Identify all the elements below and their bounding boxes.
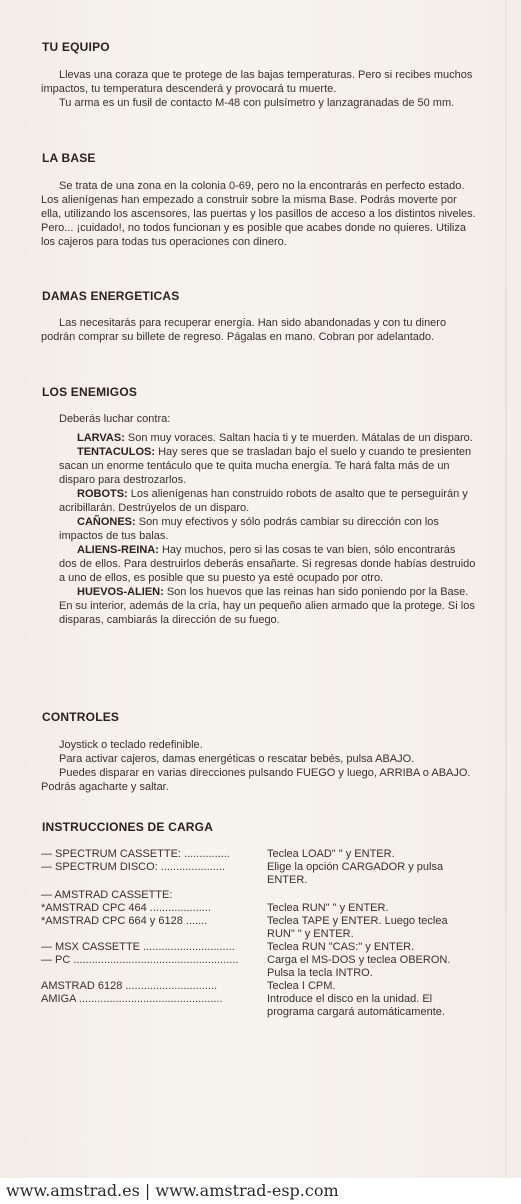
section-los-enemigos bbox=[41, 412, 476, 627]
enemy-description: Hay seres que se trasladan bajo el suelo y cuando te presienten sacan un enorme tentáculo que te quita mucha energía. Te hará falta más de un disparo para destrozarlos. bbox=[59, 446, 472, 486]
platform: — PC ...................................................... bbox=[41, 954, 239, 966]
instruction: Elige la opción CARGADOR y pulsa ENTER. bbox=[267, 861, 444, 886]
instruction: Teclea RUN "CAS:" y ENTER. bbox=[267, 941, 415, 953]
heading-instrucciones-carga: INSTRUCCIONES DE CARGA bbox=[42, 820, 214, 834]
list-item bbox=[41, 861, 481, 887]
enemy-canones bbox=[41, 515, 476, 543]
heading-tu-equipo: TU EQUIPO bbox=[42, 40, 110, 54]
footer-urls: www.amstrad.es | www.amstrad-esp.com bbox=[6, 1181, 339, 1200]
enemy-name: ROBOTS: bbox=[77, 488, 128, 500]
list-item bbox=[41, 941, 481, 954]
platform: — SPECTRUM CASSETTE: ............... bbox=[41, 848, 230, 860]
list-item bbox=[41, 902, 481, 915]
platform: — AMSTRAD CASSETTE: bbox=[41, 889, 173, 901]
enemy-description: Son los huevos que las reinas han sido poniendo por la Base. En su interior, además de la cría, hay un pequeño alien armado que la protege. Si los disparas, cambiarás la dirección de su fuego. bbox=[59, 586, 475, 626]
heading-damas-energeticas: DAMAS ENERGETICAS bbox=[42, 289, 180, 303]
instruction: Teclea LOAD" " y ENTER. bbox=[267, 848, 395, 860]
enemy-name: TENTACULOS: bbox=[77, 446, 156, 458]
instruction: Introduce el disco en la unidad. El programa cargará automáticamente. bbox=[267, 993, 445, 1018]
enemy-huevos-alien bbox=[41, 585, 476, 627]
enemy-description: Son muy efectivos y sólo podrás cambiar su dirección con los impactos de tus balas. bbox=[59, 516, 439, 542]
paragraph: Tu arma es un fusil de contacto M-48 con pulsímetro y lanzagranadas de 50 mm. bbox=[59, 97, 455, 109]
list-item bbox=[41, 954, 481, 980]
paragraph: Puedes disparar en varias direcciones pulsando FUEGO y luego, ARRIBA o ABAJO. Podrás agacharte y saltar. bbox=[41, 767, 471, 793]
platform: — SPECTRUM DISCO: ..................... bbox=[41, 861, 225, 873]
enemy-description: Hay muchos, pero si las cosas te van bien, sólo encontrarás dos de ellos. Para destruirlos deberás ensañarte. Si regresas donde habías destruido a uno de ellos, es posible que su puesto ya esté ocupado por otro. bbox=[59, 544, 476, 584]
instruction: Teclea I CPM. bbox=[267, 980, 336, 992]
enemy-name: HUEVOS-ALIEN: bbox=[77, 586, 164, 598]
enemy-tentaculos bbox=[41, 445, 476, 487]
list-item bbox=[41, 915, 481, 941]
heading-la-base: LA BASE bbox=[42, 151, 96, 165]
enemy-description: Son muy voraces. Saltan hacia ti y te muerden. Mátalas de un disparo. bbox=[124, 432, 473, 444]
list-item bbox=[41, 889, 481, 902]
list-item bbox=[41, 980, 481, 993]
platform: AMSTRAD 6128 .............................. bbox=[41, 980, 218, 992]
instruction: Teclea RUN" " y ENTER. bbox=[267, 902, 389, 914]
enemy-description: Los alienígenas han construido robots de asalto que te perseguirán y acribillarán. Destrúyelos de un disparo. bbox=[59, 488, 468, 514]
instruction: Carga el MS-DOS y teclea OBERON. Pulsa la tecla INTRO. bbox=[267, 954, 451, 979]
paragraph: Joystick o teclado redefinible. bbox=[59, 739, 203, 751]
page-fold bbox=[505, 0, 507, 1204]
heading-los-enemigos: LOS ENEMIGOS bbox=[42, 385, 138, 399]
enemy-name: CAÑONES: bbox=[77, 516, 136, 528]
enemy-aliens-reina bbox=[41, 543, 476, 585]
section-damas-energeticas bbox=[41, 316, 476, 344]
platform: *AMSTRAD CPC 664 y 6128 ....... bbox=[41, 915, 208, 927]
enemy-name: LARVAS: bbox=[77, 432, 125, 444]
section-controles bbox=[41, 738, 476, 794]
heading-controles: CONTROLES bbox=[42, 710, 120, 724]
section-la-base bbox=[41, 179, 476, 249]
section-tu-equipo bbox=[41, 68, 476, 110]
paragraph: Las necesitarás para recuperar energía. Han sido abandonadas y con tu dinero podrán comprar su billete de regreso. Págalas en mano. Cobran por adelantado. bbox=[41, 317, 447, 343]
platform: *AMSTRAD CPC 464 .................... bbox=[41, 902, 211, 914]
paragraph: Se trata de una zona en la colonia 0-69, pero no la encontrarás en perfecto estado. Los alienígenas han empezado a construir sobre la misma Base. Podrás moverte por ella, utilizando los ascensores, las puertas y los pasillos de acceso a los distintos niveles. Pero... ¡cuidado!, no todos funcionan y es posible que acabes donde no quieres. Utiliza los cajeros para todas tus operaciones con dinero. bbox=[41, 180, 476, 248]
paragraph: Para activar cajeros, damas energéticas o rescatar bebés, pulsa ABAJO. bbox=[59, 753, 415, 765]
instruction bbox=[267, 889, 477, 902]
enemy-larvas bbox=[41, 431, 476, 445]
loading-instructions-list bbox=[41, 848, 481, 1019]
list-item bbox=[41, 993, 481, 1019]
list-item bbox=[41, 848, 481, 861]
enemy-robots bbox=[41, 487, 476, 515]
enemy-name: ALIENS-REINA: bbox=[77, 544, 159, 556]
enemies-intro: Deberás luchar contra: bbox=[59, 413, 171, 425]
footer-watermark bbox=[0, 1178, 521, 1204]
paragraph: Llevas una coraza que te protege de las bajas temperaturas. Pero si recibes muchos impactos, tu temperatura descenderá y provocará tu muerte. bbox=[41, 69, 473, 95]
instruction: Teclea TAPE y ENTER. Luego teclea RUN" " y ENTER. bbox=[267, 915, 448, 940]
platform: AMIGA ............................................... bbox=[41, 993, 223, 1005]
platform: — MSX CASSETTE .............................. bbox=[41, 941, 235, 953]
